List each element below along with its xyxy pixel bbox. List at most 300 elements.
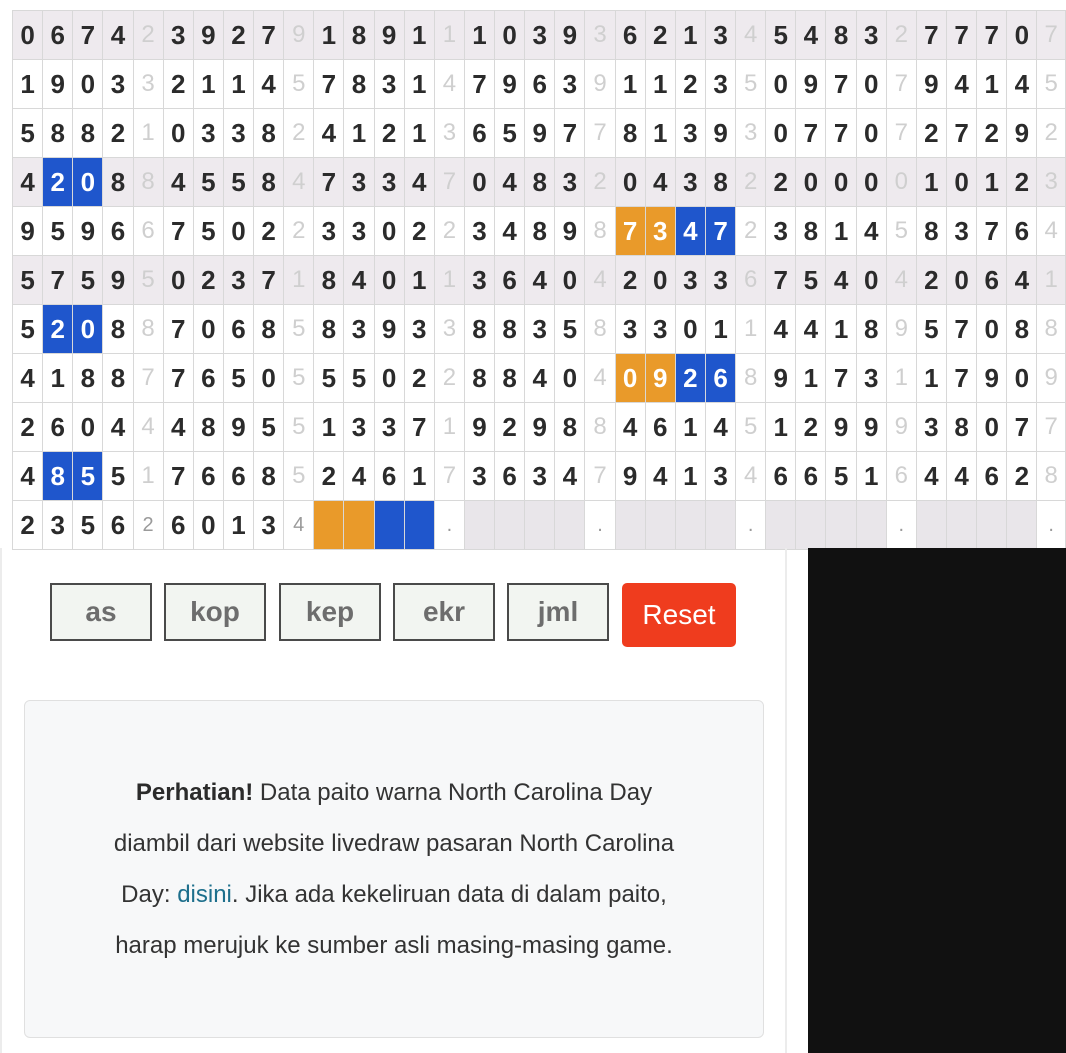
digit-cell[interactable]: 5	[13, 256, 43, 305]
digit-cell[interactable]: 1	[464, 11, 494, 60]
digit-cell[interactable]: 0	[675, 305, 705, 354]
digit-cell[interactable]	[977, 501, 1007, 550]
digit-cell[interactable]: 0	[645, 256, 675, 305]
digit-cell[interactable]: 0	[495, 11, 525, 60]
digit-cell[interactable]: 0	[856, 158, 886, 207]
digit-cell[interactable]: 0	[1007, 354, 1037, 403]
digit-cell[interactable]: 1	[344, 109, 374, 158]
digit-cell[interactable]: 4	[796, 11, 826, 60]
digit-cell[interactable]	[766, 501, 796, 550]
digit-cell[interactable]: 1	[314, 11, 344, 60]
digit-cell[interactable]: 7	[946, 305, 976, 354]
digit-cell[interactable]: 5	[73, 452, 103, 501]
digit-cell[interactable]: 0	[826, 158, 856, 207]
digit-cell[interactable]: 7	[615, 207, 645, 256]
digit-cell[interactable]: 0	[193, 501, 223, 550]
digit-cell[interactable]: 6	[645, 403, 675, 452]
digit-cell[interactable]: 9	[1007, 109, 1037, 158]
digit-cell[interactable]: 7	[766, 256, 796, 305]
digit-cell[interactable]: 0	[856, 60, 886, 109]
digit-cell[interactable]: 4	[525, 354, 555, 403]
digit-cell[interactable]: 1	[675, 11, 705, 60]
digit-cell[interactable]: 5	[73, 501, 103, 550]
digit-cell[interactable]: 3	[856, 354, 886, 403]
digit-cell[interactable]: 2	[374, 109, 404, 158]
digit-cell[interactable]: 0	[374, 207, 404, 256]
digit-cell[interactable]: 0	[555, 256, 585, 305]
digit-cell[interactable]: 3	[766, 207, 796, 256]
digit-cell[interactable]: 5	[13, 109, 43, 158]
digit-cell[interactable]: 5	[555, 305, 585, 354]
digit-cell[interactable]: 8	[464, 354, 494, 403]
digit-cell[interactable]: 7	[254, 256, 284, 305]
digit-cell[interactable]: 9	[374, 305, 404, 354]
digit-cell[interactable]: 8	[103, 354, 133, 403]
digit-cell[interactable]	[705, 501, 735, 550]
digit-cell[interactable]: 3	[525, 11, 555, 60]
digit-cell[interactable]: 0	[223, 207, 253, 256]
digit-cell[interactable]: 8	[916, 207, 946, 256]
digit-cell[interactable]: 3	[555, 158, 585, 207]
digit-cell[interactable]: 9	[796, 60, 826, 109]
digit-cell[interactable]: 5	[193, 158, 223, 207]
digit-cell[interactable]: 0	[977, 403, 1007, 452]
digit-cell[interactable]: 8	[555, 403, 585, 452]
digit-cell[interactable]: 8	[705, 158, 735, 207]
digit-cell[interactable]: 1	[766, 403, 796, 452]
digit-cell[interactable]: 4	[344, 452, 374, 501]
digit-cell[interactable]: 1	[916, 354, 946, 403]
digit-cell[interactable]: 6	[103, 207, 133, 256]
digit-cell[interactable]: 2	[404, 354, 434, 403]
digit-cell[interactable]: 8	[946, 403, 976, 452]
digit-cell[interactable]: 6	[977, 452, 1007, 501]
digit-cell[interactable]: 8	[856, 305, 886, 354]
digit-cell[interactable]: 0	[464, 158, 494, 207]
digit-cell[interactable]: 9	[555, 11, 585, 60]
digit-cell[interactable]: 0	[73, 60, 103, 109]
digit-cell[interactable]: 6	[193, 354, 223, 403]
digit-cell[interactable]: 3	[464, 452, 494, 501]
digit-cell[interactable]: 3	[344, 158, 374, 207]
digit-cell[interactable]: 4	[826, 256, 856, 305]
digit-cell[interactable]: 1	[404, 109, 434, 158]
digit-cell[interactable]: 2	[675, 60, 705, 109]
digit-cell[interactable]: 8	[254, 452, 284, 501]
digit-cell[interactable]: 7	[946, 11, 976, 60]
digit-cell[interactable]: 1	[645, 109, 675, 158]
digit-cell[interactable]: 6	[977, 256, 1007, 305]
digit-cell[interactable]: 1	[675, 403, 705, 452]
digit-cell[interactable]: 5	[13, 305, 43, 354]
digit-cell[interactable]: 7	[946, 354, 976, 403]
digit-cell[interactable]: 1	[404, 60, 434, 109]
digit-cell[interactable]: 6	[495, 256, 525, 305]
digit-cell[interactable]: 3	[645, 305, 675, 354]
digit-cell[interactable]: 9	[555, 207, 585, 256]
digit-cell[interactable]: 5	[766, 11, 796, 60]
digit-cell[interactable]: 9	[977, 354, 1007, 403]
digit-cell[interactable]: 4	[103, 403, 133, 452]
digit-cell[interactable]: 5	[314, 354, 344, 403]
digit-cell[interactable]: 7	[163, 207, 193, 256]
digit-cell[interactable]: 8	[254, 109, 284, 158]
digit-cell[interactable]: 3	[525, 305, 555, 354]
digit-cell[interactable]: 3	[374, 60, 404, 109]
digit-cell[interactable]: 7	[826, 60, 856, 109]
digit-cell[interactable]: 2	[1007, 158, 1037, 207]
digit-cell[interactable]: 1	[826, 305, 856, 354]
digit-cell[interactable]: 9	[464, 403, 494, 452]
digit-cell[interactable]: 4	[856, 207, 886, 256]
digit-cell[interactable]: 4	[404, 158, 434, 207]
as-box[interactable]: as	[50, 583, 152, 641]
digit-cell[interactable]: 4	[796, 305, 826, 354]
digit-cell[interactable]: 2	[193, 256, 223, 305]
digit-cell[interactable]: 7	[254, 11, 284, 60]
digit-cell[interactable]: 6	[193, 452, 223, 501]
digit-cell[interactable]: 5	[826, 452, 856, 501]
digit-cell[interactable]: 2	[223, 11, 253, 60]
digit-cell[interactable]: 8	[103, 305, 133, 354]
digit-cell[interactable]: 5	[916, 305, 946, 354]
digit-cell[interactable]: 1	[856, 452, 886, 501]
digit-cell[interactable]: 7	[796, 109, 826, 158]
digit-cell[interactable]: 4	[946, 60, 976, 109]
digit-cell[interactable]: 4	[675, 207, 705, 256]
digit-cell[interactable]: 1	[615, 60, 645, 109]
digit-cell[interactable]: 7	[946, 109, 976, 158]
digit-cell[interactable]: 0	[193, 305, 223, 354]
digit-cell[interactable]: 7	[916, 11, 946, 60]
digit-cell[interactable]: 9	[645, 354, 675, 403]
digit-cell[interactable]	[344, 501, 374, 550]
digit-cell[interactable]: 2	[1007, 452, 1037, 501]
digit-cell[interactable]	[856, 501, 886, 550]
digit-cell[interactable]: 3	[705, 11, 735, 60]
digit-cell[interactable]: 9	[495, 60, 525, 109]
source-link[interactable]: disini	[177, 881, 232, 908]
digit-cell[interactable]: 3	[344, 207, 374, 256]
digit-cell[interactable]: 7	[826, 109, 856, 158]
digit-cell[interactable]: 6	[1007, 207, 1037, 256]
digit-cell[interactable]: 5	[103, 452, 133, 501]
digit-cell[interactable]: 1	[826, 207, 856, 256]
digit-cell[interactable]: 8	[344, 60, 374, 109]
digit-cell[interactable]: 0	[766, 109, 796, 158]
digit-cell[interactable]: 3	[555, 60, 585, 109]
digit-cell[interactable]: 1	[705, 305, 735, 354]
digit-cell[interactable]: 6	[43, 403, 73, 452]
digit-cell[interactable]: 8	[615, 109, 645, 158]
digit-cell[interactable]: 0	[374, 354, 404, 403]
digit-cell[interactable]: 9	[525, 403, 555, 452]
digit-cell[interactable]: 1	[796, 354, 826, 403]
digit-cell[interactable]: 4	[163, 403, 193, 452]
digit-cell[interactable]	[314, 501, 344, 550]
digit-cell[interactable]: 3	[645, 207, 675, 256]
digit-cell[interactable]: 6	[223, 452, 253, 501]
digit-cell[interactable]: 0	[856, 109, 886, 158]
digit-cell[interactable]: 3	[464, 256, 494, 305]
digit-cell[interactable]: 8	[103, 158, 133, 207]
digit-cell[interactable]: 8	[344, 11, 374, 60]
digit-cell[interactable]: 4	[645, 158, 675, 207]
digit-cell[interactable]: 9	[43, 60, 73, 109]
digit-cell[interactable]: 4	[344, 256, 374, 305]
digit-cell[interactable]: 2	[615, 256, 645, 305]
digit-cell[interactable]: 2	[916, 256, 946, 305]
digit-cell[interactable]: 2	[645, 11, 675, 60]
digit-cell[interactable]	[464, 501, 494, 550]
digit-cell[interactable]: 7	[464, 60, 494, 109]
digit-cell[interactable]: 7	[73, 11, 103, 60]
digit-cell[interactable]: 9	[705, 109, 735, 158]
digit-cell[interactable]: 2	[404, 207, 434, 256]
digit-cell[interactable]: 2	[13, 501, 43, 550]
digit-cell[interactable]: 9	[13, 207, 43, 256]
digit-cell[interactable]: 1	[13, 60, 43, 109]
digit-cell[interactable]: 7	[314, 158, 344, 207]
digit-cell[interactable]: 9	[826, 403, 856, 452]
digit-cell[interactable]: 2	[796, 403, 826, 452]
digit-cell[interactable]: 4	[13, 158, 43, 207]
digit-cell[interactable]: 0	[163, 256, 193, 305]
digit-cell[interactable]: 4	[645, 452, 675, 501]
digit-cell[interactable]: 2	[977, 109, 1007, 158]
digit-cell[interactable]: 3	[43, 501, 73, 550]
digit-cell[interactable]: 0	[856, 256, 886, 305]
digit-cell[interactable]: 8	[314, 256, 344, 305]
digit-cell[interactable]: 0	[615, 354, 645, 403]
digit-cell[interactable]: 1	[916, 158, 946, 207]
digit-cell[interactable]: 2	[163, 60, 193, 109]
digit-cell[interactable]: 2	[766, 158, 796, 207]
digit-cell[interactable]: 7	[1007, 403, 1037, 452]
jml-box[interactable]: jml	[507, 583, 609, 641]
digit-cell[interactable]: 4	[495, 158, 525, 207]
digit-cell[interactable]: 2	[916, 109, 946, 158]
digit-cell[interactable]: 1	[223, 501, 253, 550]
digit-cell[interactable]: 7	[826, 354, 856, 403]
digit-cell[interactable]: 0	[977, 305, 1007, 354]
digit-cell[interactable]: 8	[73, 109, 103, 158]
digit-cell[interactable]: 5	[796, 256, 826, 305]
digit-cell[interactable]: 3	[675, 158, 705, 207]
digit-cell[interactable]: 7	[43, 256, 73, 305]
digit-cell[interactable]: 6	[705, 354, 735, 403]
digit-cell[interactable]: 6	[43, 11, 73, 60]
digit-cell[interactable]: 9	[73, 207, 103, 256]
digit-cell[interactable]: 3	[193, 109, 223, 158]
digit-cell[interactable]: 0	[374, 256, 404, 305]
digit-cell[interactable]: 4	[163, 158, 193, 207]
digit-cell[interactable]: 9	[615, 452, 645, 501]
digit-cell[interactable]: 9	[916, 60, 946, 109]
digit-cell[interactable]: 2	[254, 207, 284, 256]
digit-cell[interactable]: 9	[103, 256, 133, 305]
digit-cell[interactable]: 5	[254, 403, 284, 452]
digit-cell[interactable]: 9	[525, 109, 555, 158]
reset-button[interactable]: Reset	[622, 583, 736, 647]
digit-cell[interactable]: 7	[163, 452, 193, 501]
digit-cell[interactable]: 4	[1007, 256, 1037, 305]
digit-cell[interactable]: 0	[13, 11, 43, 60]
digit-cell[interactable]: 6	[223, 305, 253, 354]
digit-cell[interactable]: 0	[73, 305, 103, 354]
digit-cell[interactable]: 9	[374, 11, 404, 60]
digit-cell[interactable]: 8	[254, 158, 284, 207]
digit-cell[interactable]: 6	[374, 452, 404, 501]
digit-cell[interactable]: 6	[796, 452, 826, 501]
digit-cell[interactable]: 8	[43, 452, 73, 501]
digit-cell[interactable]: 0	[796, 158, 826, 207]
digit-cell[interactable]: 4	[254, 60, 284, 109]
digit-cell[interactable]: 8	[43, 109, 73, 158]
digit-cell[interactable]: 0	[946, 256, 976, 305]
digit-cell[interactable]: 1	[404, 452, 434, 501]
digit-cell[interactable]: 3	[254, 501, 284, 550]
digit-cell[interactable]: 3	[223, 109, 253, 158]
digit-cell[interactable]: 3	[705, 60, 735, 109]
digit-cell[interactable]: 5	[495, 109, 525, 158]
digit-cell[interactable]	[645, 501, 675, 550]
kep-box[interactable]: kep	[279, 583, 381, 641]
digit-cell[interactable]: 4	[1007, 60, 1037, 109]
digit-cell[interactable]: 2	[495, 403, 525, 452]
ekr-box[interactable]: ekr	[393, 583, 495, 641]
digit-cell[interactable]: 4	[766, 305, 796, 354]
digit-cell[interactable]: 7	[555, 109, 585, 158]
digit-cell[interactable]: 3	[344, 305, 374, 354]
digit-cell[interactable]: 0	[615, 158, 645, 207]
digit-cell[interactable]: 1	[977, 60, 1007, 109]
digit-cell[interactable]: 8	[254, 305, 284, 354]
digit-cell[interactable]: 8	[464, 305, 494, 354]
digit-cell[interactable]: 3	[525, 452, 555, 501]
digit-cell[interactable]	[495, 501, 525, 550]
digit-cell[interactable]: 8	[826, 11, 856, 60]
digit-cell[interactable]: 6	[615, 11, 645, 60]
digit-cell[interactable]: 6	[163, 501, 193, 550]
digit-cell[interactable]: 3	[163, 11, 193, 60]
digit-cell[interactable]: 8	[525, 158, 555, 207]
digit-cell[interactable]: 7	[404, 403, 434, 452]
digit-cell[interactable]: 3	[946, 207, 976, 256]
digit-cell[interactable]: 0	[163, 109, 193, 158]
digit-cell[interactable]: 6	[495, 452, 525, 501]
digit-cell[interactable]: 6	[464, 109, 494, 158]
digit-cell[interactable]: 3	[675, 109, 705, 158]
digit-cell[interactable]: 8	[495, 354, 525, 403]
digit-cell[interactable]: 2	[43, 305, 73, 354]
digit-cell[interactable]: 2	[103, 109, 133, 158]
digit-cell[interactable]: 3	[675, 256, 705, 305]
digit-cell[interactable]: 1	[404, 256, 434, 305]
digit-cell[interactable]: 8	[314, 305, 344, 354]
digit-cell[interactable]: 6	[103, 501, 133, 550]
digit-cell[interactable]: 7	[705, 207, 735, 256]
digit-cell[interactable]: 1	[43, 354, 73, 403]
digit-cell[interactable]: 7	[314, 60, 344, 109]
digit-cell[interactable]: 1	[977, 158, 1007, 207]
digit-cell[interactable]: 3	[916, 403, 946, 452]
digit-cell[interactable]: 4	[525, 256, 555, 305]
digit-cell[interactable]: 1	[645, 60, 675, 109]
digit-cell[interactable]: 5	[73, 256, 103, 305]
digit-cell[interactable]: 5	[193, 207, 223, 256]
digit-cell[interactable]	[826, 501, 856, 550]
digit-cell[interactable]	[615, 501, 645, 550]
digit-cell[interactable]: 8	[495, 305, 525, 354]
digit-cell[interactable]: 9	[193, 11, 223, 60]
digit-cell[interactable]: 1	[314, 403, 344, 452]
digit-cell[interactable]: 3	[856, 11, 886, 60]
digit-cell[interactable]: 8	[1007, 305, 1037, 354]
digit-cell[interactable]	[796, 501, 826, 550]
digit-cell[interactable]: 6	[766, 452, 796, 501]
digit-cell[interactable]: 4	[13, 452, 43, 501]
digit-cell[interactable]: 3	[314, 207, 344, 256]
digit-cell[interactable]: 3	[464, 207, 494, 256]
digit-cell[interactable]: 2	[13, 403, 43, 452]
digit-cell[interactable]: 1	[223, 60, 253, 109]
digit-cell[interactable]: 0	[73, 403, 103, 452]
kop-box[interactable]: kop	[164, 583, 266, 641]
digit-cell[interactable]	[555, 501, 585, 550]
digit-cell[interactable]: 8	[193, 403, 223, 452]
digit-cell[interactable]	[675, 501, 705, 550]
digit-cell[interactable]: 8	[73, 354, 103, 403]
digit-cell[interactable]: 3	[103, 60, 133, 109]
digit-cell[interactable]: 3	[223, 256, 253, 305]
digit-cell[interactable]: 1	[675, 452, 705, 501]
digit-cell[interactable]: 4	[314, 109, 344, 158]
digit-cell[interactable]: 0	[1007, 11, 1037, 60]
digit-cell[interactable]: 7	[163, 354, 193, 403]
digit-cell[interactable]	[1007, 501, 1037, 550]
digit-cell[interactable]	[946, 501, 976, 550]
digit-cell[interactable]: 3	[705, 452, 735, 501]
digit-cell[interactable]: 6	[525, 60, 555, 109]
digit-cell[interactable]: 4	[103, 11, 133, 60]
digit-cell[interactable]: 5	[223, 158, 253, 207]
digit-cell[interactable]: 4	[13, 354, 43, 403]
digit-cell[interactable]: 4	[946, 452, 976, 501]
digit-cell[interactable]: 5	[43, 207, 73, 256]
digit-cell[interactable]: 4	[705, 403, 735, 452]
digit-cell[interactable]: 3	[374, 158, 404, 207]
digit-cell[interactable]: 9	[223, 403, 253, 452]
digit-cell[interactable]: 0	[73, 158, 103, 207]
digit-cell[interactable]	[404, 501, 434, 550]
digit-cell[interactable]: 3	[705, 256, 735, 305]
digit-cell[interactable]: 0	[946, 158, 976, 207]
digit-cell[interactable]: 0	[254, 354, 284, 403]
digit-cell[interactable]: 5	[223, 354, 253, 403]
digit-cell[interactable]: 8	[796, 207, 826, 256]
digit-cell[interactable]: 4	[615, 403, 645, 452]
digit-cell[interactable]: 5	[344, 354, 374, 403]
digit-cell[interactable]: 2	[314, 452, 344, 501]
digit-cell[interactable]: 4	[555, 452, 585, 501]
digit-cell[interactable]: 7	[977, 11, 1007, 60]
digit-cell[interactable]: 9	[856, 403, 886, 452]
digit-cell[interactable]: 2	[43, 158, 73, 207]
digit-cell[interactable]: 4	[495, 207, 525, 256]
digit-cell[interactable]: 7	[163, 305, 193, 354]
digit-cell[interactable]: 2	[675, 354, 705, 403]
